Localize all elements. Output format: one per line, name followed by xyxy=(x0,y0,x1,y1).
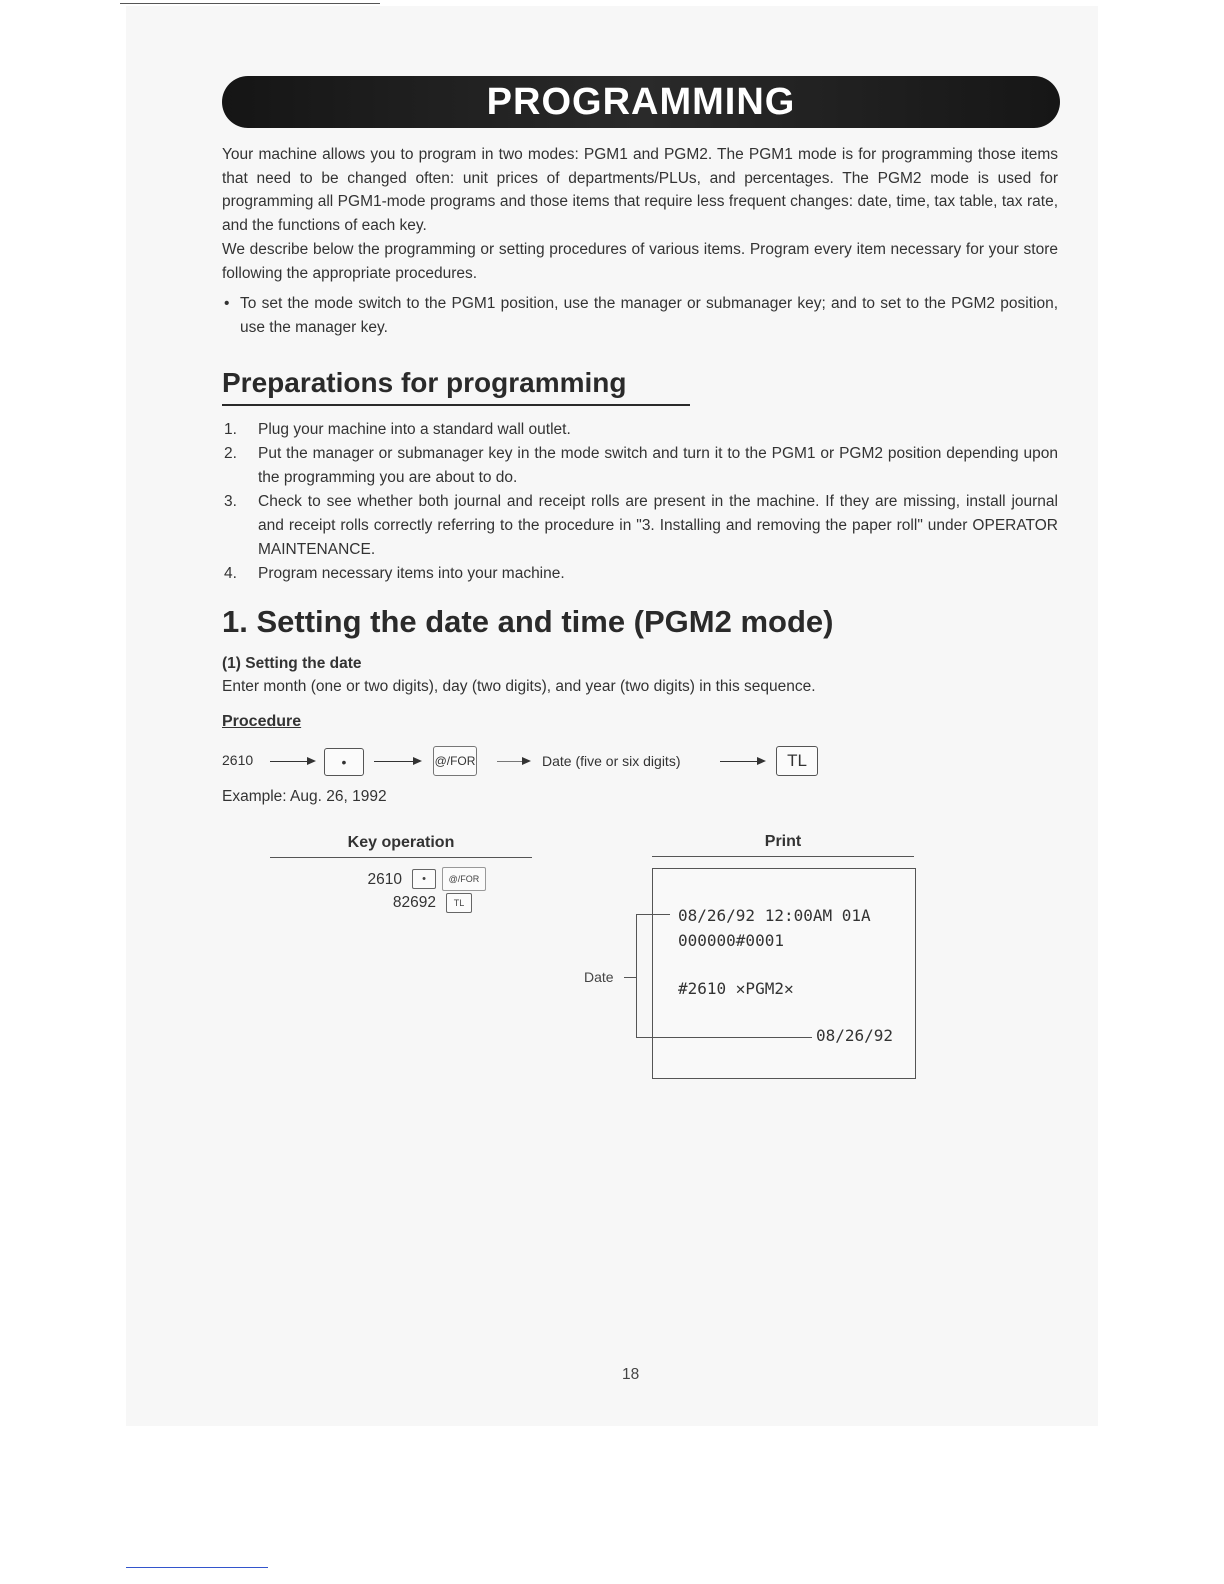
flow-arrow xyxy=(720,761,764,762)
step-text: Program necessary items into your machine. xyxy=(258,565,565,582)
date-callout-label: Date xyxy=(584,969,614,985)
page-title: PROGRAMMING xyxy=(486,80,796,123)
callout-line xyxy=(636,1037,812,1038)
callout-line xyxy=(636,914,637,1038)
point-key: • xyxy=(412,869,436,889)
subsection-heading: (1) Setting the date xyxy=(222,655,362,672)
total-key: TL xyxy=(776,746,818,776)
step-text: Check to see whether both journal and receipt rolls are present in the machine. If they are missing, install journal and receipt rolls correctly referring to the procedure in "3. Installing and removing the paper roll" under OPERATOR MAINTENANCE. xyxy=(258,493,1058,558)
step-text: Plug your machine into a standard wall outlet. xyxy=(258,421,571,438)
receipt-line: 08/26/92 xyxy=(816,1026,894,1045)
top-rule xyxy=(120,3,380,4)
intro-paragraph-2: We describe below the programming or setting procedures of various items. Program every item necessary for your store following the appropriate procedures. xyxy=(222,241,1058,282)
procedure-label: Procedure xyxy=(222,713,302,730)
list-item xyxy=(222,418,1058,442)
list-item xyxy=(222,442,1058,490)
receipt-line: 000000#0001 xyxy=(678,931,784,950)
example-text: Example: Aug. 26, 1992 xyxy=(222,788,387,805)
at-for-key: @/FOR xyxy=(442,867,486,891)
note-text: To set the mode switch to the PGM1 position, use the manager or submanager key; and to set to the PGM2 position, use the manager key. xyxy=(240,295,1058,336)
bullet: • xyxy=(224,295,230,312)
step-number: 4. xyxy=(224,565,237,582)
step-text: Put the manager or submanager key in the mode switch and turn it to the PGM1 or PGM2 position depending upon the programming you are about to do. xyxy=(258,445,1058,486)
step-number: 1. xyxy=(224,421,237,438)
flow-arrow xyxy=(497,761,529,762)
heading-underline xyxy=(222,404,690,406)
point-key: • xyxy=(324,748,364,776)
key-operation-value: 2610 xyxy=(367,871,402,888)
key-operation-header: Key operation xyxy=(347,834,455,851)
page-number: 18 xyxy=(622,1366,640,1383)
date-entry-description: Enter month (one or two digits), day (two digits), and year (two digits) in this sequence. xyxy=(222,678,816,695)
receipt-line: #2610 ✕PGM2✕ xyxy=(678,979,794,998)
callout-line xyxy=(636,914,670,915)
column-rule xyxy=(270,857,532,858)
intro-paragraph: Your machine allows you to program in two modes: PGM1 and PGM2. The PGM1 mode is for programming those items that need to be changed often: unit prices of departments/PLUs, and percentages. The PGM2 mode is used for programming all PGM1-mode programs and those items that require less frequent changes: date, time, tax table, tax rate, and the functions of each key. xyxy=(222,146,1058,234)
title-banner xyxy=(222,76,1060,128)
preparation-steps xyxy=(222,418,1058,586)
print-header: Print xyxy=(764,833,802,850)
column-rule xyxy=(652,856,914,857)
step-number: 3. xyxy=(224,493,237,510)
list-item xyxy=(222,562,1058,586)
preparations-heading: Preparations for programming xyxy=(222,367,627,398)
printed-receipt xyxy=(652,868,916,1079)
section-heading: 1. Setting the date and time (PGM2 mode) xyxy=(222,604,834,639)
key-operation-value: 82692 xyxy=(392,894,436,911)
at-for-key: @/FOR xyxy=(433,746,477,776)
mode-switch-note xyxy=(222,292,1058,340)
flow-arrow xyxy=(374,761,420,762)
flow-step-text: Date (five or six digits) xyxy=(542,753,681,769)
total-key: TL xyxy=(446,893,472,913)
flow-start-value: 2610 xyxy=(222,752,254,768)
callout-line xyxy=(624,977,636,978)
receipt-line: 08/26/92 12:00AM 01A xyxy=(678,906,871,925)
footer-line xyxy=(126,1567,268,1568)
step-number: 2. xyxy=(224,445,237,462)
flow-arrow xyxy=(270,761,314,762)
list-item xyxy=(222,490,1058,562)
